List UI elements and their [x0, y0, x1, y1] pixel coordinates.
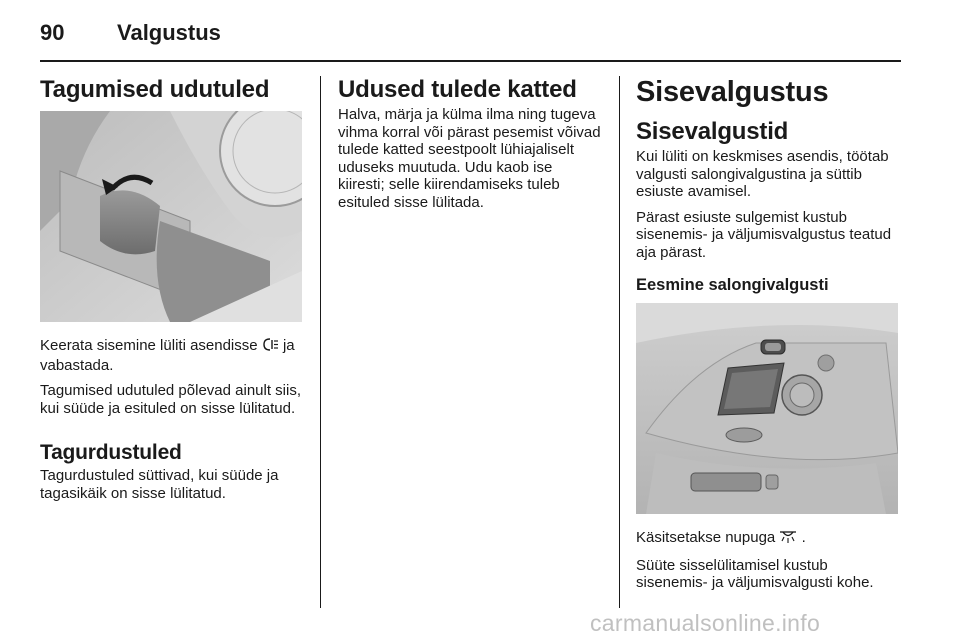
paragraph-front-light-button-start: Käsitsetakse nupuga [636, 529, 776, 546]
paragraph-fog-condition: Tagumised udutuled põlevad ainult siis, kui süüde ja esituled on sisse lülitatud. [40, 382, 301, 417]
figure-fog-switch [40, 111, 302, 322]
paragraph-reversing-lights: Tagurdustuled süttivad, kui süüde ja tagasikäik on sisse lülitatud. [40, 467, 279, 502]
column-divider-2 [619, 76, 620, 608]
paragraph-front-light-button-end: . [801, 529, 806, 546]
watermark: carmanualsonline.info [590, 610, 821, 636]
running-title: Valgustus [117, 20, 221, 45]
paragraph-misted-covers: Halva, märja ja külma ilma ning tugeva vihma korral või pärast pesemist võivad tulede katted seestpoolt lühiajaliselt uduseks muutuda. Udu kaob ise kiiresti; selle kiirendamiseks tuleb esituled sisse lülitada. [338, 106, 601, 211]
column-2 [338, 76, 603, 211]
header-rule [40, 60, 901, 62]
heading-reversing-lights: Tagurdustuled [40, 441, 182, 464]
paragraph-front-light-ignition: Süüte sisselülitamisel kustub sisenemis- ja väljumisvalgusti kohe. [636, 556, 874, 591]
paragraph-front-light-button [636, 529, 902, 549]
figure-front-courtesy-light [636, 303, 898, 514]
paragraph-fog-instruction [40, 337, 304, 374]
paragraph-courtesy-2: Pärast esiuste sulgemist kustub sisenemis- ja väljumisvalgustus teatud aja pärast. [636, 208, 892, 261]
page-number: 90 [40, 20, 65, 45]
paragraph-courtesy-1: Kui lüliti on keskmises asendis, töötab valgusti salongivalgustina ja süttib esiuste avamisel. [636, 148, 889, 200]
paragraph-fog-instruction-end: ja vabastada. [40, 337, 295, 374]
heading-courtesy-lights: Sisevalgustid [636, 118, 789, 145]
column-3 [636, 76, 902, 592]
heading-interior-lighting: Sisevalgustus [636, 76, 829, 108]
interior-light-icon [779, 530, 797, 549]
rear-fog-light-icon [262, 337, 279, 357]
column-divider-1 [320, 76, 321, 608]
paragraph-fog-instruction-start: Keerata sisemine lüliti asendisse [40, 337, 258, 354]
heading-front-courtesy-light: Eesmine salongivalgusti [636, 276, 829, 294]
heading-misted-covers: Udused tulede katted [338, 76, 577, 103]
heading-rear-fog-lights: Tagumised udutuled [40, 76, 270, 103]
column-1 [40, 76, 304, 502]
